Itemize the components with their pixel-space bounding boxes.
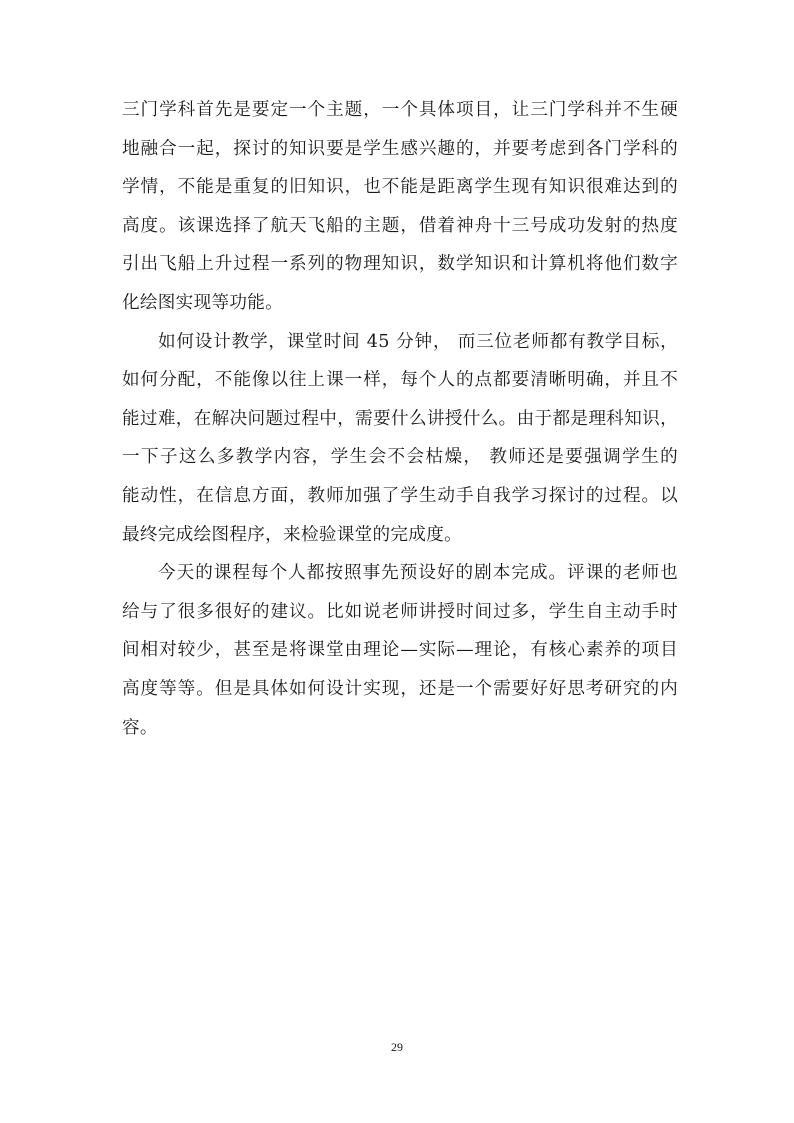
paragraph-line: 三门学科首先是要定一个主题，一个具体项目，让三门学科并不生硬 (122, 100, 678, 120)
paragraph-line: 高度等等。但是具体如何设计实现，还是一个需要好好思考研究的内 (122, 678, 678, 699)
body-text (122, 91, 678, 747)
paragraph-line: 化绘图实现等功能。 (122, 292, 284, 313)
paragraph-line: 如何设计教学，课堂时间 45 分钟， 而三位老师都有教学目标， (158, 331, 678, 352)
paragraph-line: 如何分配，不能像以往上课一样，每个人的点都要清晰明确，并且不 (122, 370, 678, 391)
paragraph-line: 能动性，在信息方面，教师加强了学生动手自我学习探讨的过程。以 (122, 485, 678, 506)
paragraph-line: 高度。该课选择了航天飞船的主题，借着神舟十三号成功发射的热度 (122, 215, 678, 236)
paragraph-line: 容。 (122, 717, 158, 738)
paragraph-line: 学情，不能是重复的旧知识，也不能是距离学生现有知识很难达到的 (122, 177, 678, 198)
page-number: 29 (391, 1040, 403, 1054)
paragraph-1 (122, 91, 678, 323)
paragraph-line: 一下子这么多教学内容，学生会不会枯燥， 教师还是要强调学生的 (122, 447, 678, 468)
paragraph-line: 今天的课程每个人都按照事先预设好的剧本完成。评课的老师也 (158, 563, 678, 584)
paragraph-line: 地融合一起，探讨的知识要是学生感兴趣的，并要考虑到各门学科的 (122, 138, 678, 159)
paragraph-2 (122, 323, 678, 555)
paragraph-line: 间相对较少，甚至是将课堂由理论—实际—理论，有核心素养的项目 (122, 640, 678, 661)
paragraph-line: 最终完成绘图程序，来检验课堂的完成度。 (122, 524, 462, 545)
paragraph-line: 引出飞船上升过程一系列的物理知识，数学知识和计算机将他们数字 (122, 254, 678, 275)
paragraph-3 (122, 554, 678, 747)
paragraph-line: 能过难，在解决问题过程中，需要什么讲授什么。由于都是理科知识， (122, 408, 678, 429)
paragraph-line: 给与了很多很好的建议。比如说老师讲授时间过多，学生自主动手时 (122, 601, 678, 622)
